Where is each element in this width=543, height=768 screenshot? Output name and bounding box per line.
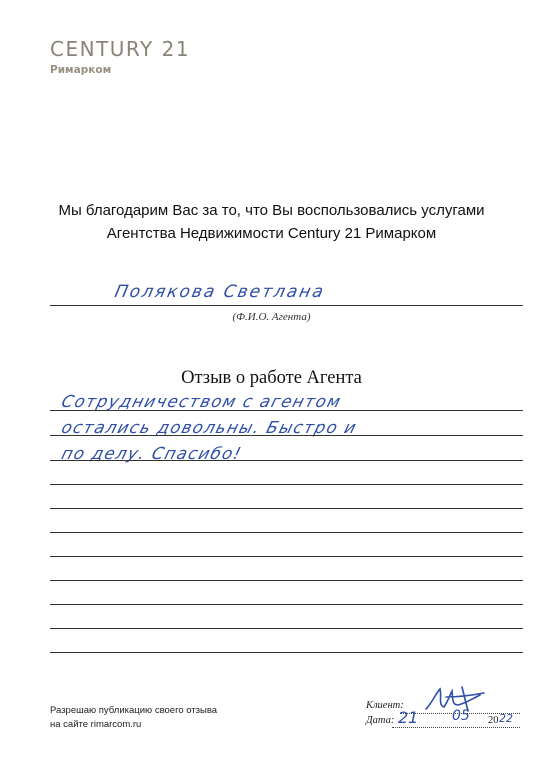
review-ruled-line <box>50 628 523 629</box>
century21-logo <box>50 38 190 76</box>
date-line <box>392 727 520 728</box>
date-day-handwritten: 21 <box>398 708 419 727</box>
review-text-line-3: по делу. Спасибо! <box>59 444 245 463</box>
logo-title: CENTURY 21 <box>50 37 191 61</box>
review-ruled-line <box>50 532 523 533</box>
date-year-prefix: 20 <box>488 715 499 726</box>
review-ruled-line <box>50 410 523 411</box>
review-ruled-line <box>50 604 523 605</box>
publication-consent <box>50 704 217 732</box>
review-ruled-line <box>50 556 523 557</box>
date-month-handwritten: 05 <box>452 708 470 724</box>
consent-line-2: на сайте rimarcom.ru <box>50 719 142 730</box>
review-ruled-line <box>50 460 523 461</box>
review-section-title: Отзыв о работе Агента <box>181 368 362 388</box>
review-ruled-line <box>50 580 523 581</box>
date-label: Дата: <box>366 715 395 726</box>
review-ruled-line <box>50 435 523 436</box>
date-year-suffix-handwritten: 22 <box>499 712 513 725</box>
client-label: Клиент: <box>366 700 404 711</box>
review-ruled-line <box>50 508 523 509</box>
agent-name-line <box>50 305 523 306</box>
consent-line-1: Разрешаю публикацию своего отзыва <box>50 705 218 716</box>
thanks-line-2: Агентства Недвижимости Century 21 Римарком <box>106 225 437 242</box>
review-ruled-line <box>50 484 523 485</box>
agent-name-handwritten: Полякова Светлана <box>112 282 327 302</box>
review-text-line-1: Сотрудничеством с агентом <box>59 392 344 411</box>
review-text-line-2: остались довольны. Быстро и <box>59 418 360 437</box>
agent-name-caption: (Ф.И.О. Агента) <box>232 311 311 323</box>
review-ruled-line <box>50 652 523 653</box>
logo-subtitle: Римарком <box>50 64 112 76</box>
thanks-line-1: Мы благодарим Вас за то, что Вы воспользовались услугами <box>58 202 485 219</box>
